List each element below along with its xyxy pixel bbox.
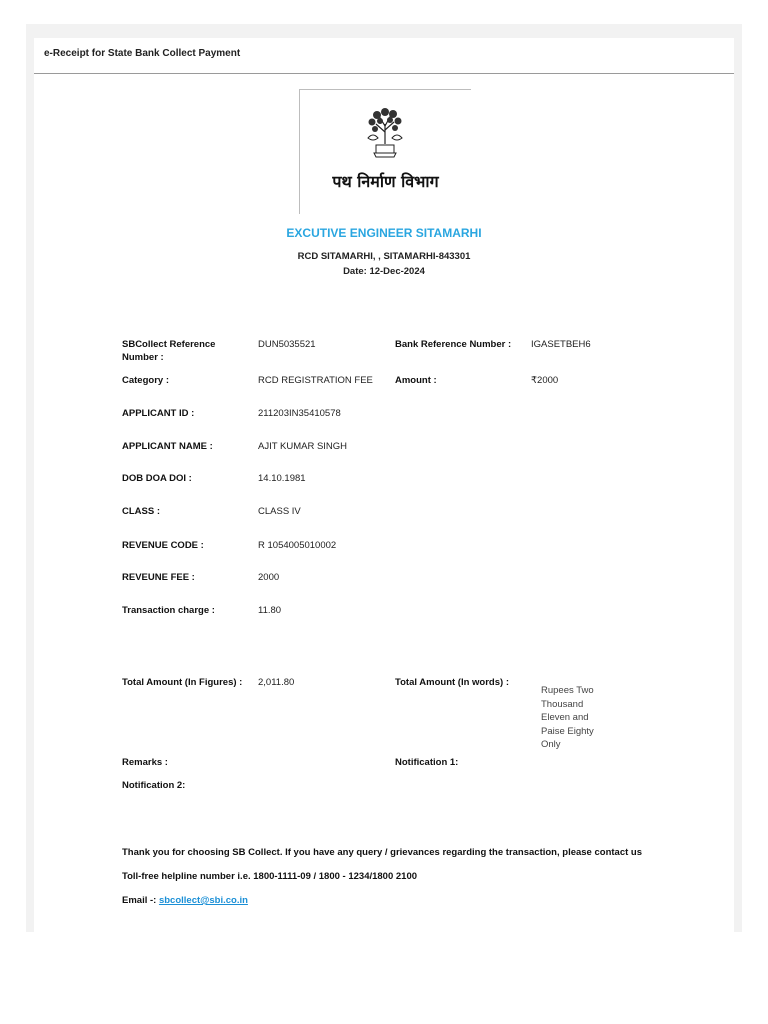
revenue-code-label: REVENUE CODE :: [122, 540, 204, 551]
total-words-label: Total Amount (In words) :: [395, 677, 509, 688]
office-name: EXCUTIVE ENGINEER SITAMARHI: [286, 226, 482, 240]
applicant-name-value: AJIT KUMAR SINGH: [258, 441, 348, 452]
applicant-name-label: APPLICANT NAME :: [122, 441, 213, 452]
page-background: [26, 24, 742, 932]
total-words-value: Rupees Two Thousand Eleven and Paise Eighty Only: [541, 685, 594, 750]
receipt-header: [34, 38, 734, 74]
total-figures-label: Total Amount (In Figures) :: [122, 677, 243, 688]
revenue-fee-value: 2000: [258, 572, 280, 583]
helpline-text: Toll-free helpline number i.e. 1800-1111-09 / 1800 - 1234/1800 2100: [122, 871, 418, 882]
revenue-fee-label: REVEUNE FEE :: [122, 572, 195, 583]
notification-2-label: Notification 2:: [122, 780, 186, 791]
total-figures-value: 2,011.80: [258, 677, 295, 688]
email-link[interactable]: sbcollect@sbi.co.in: [158, 895, 248, 906]
class-value: CLASS IV: [258, 506, 301, 517]
applicant-id-value: 211203IN35410578: [258, 408, 341, 419]
dob-label: DOB DOA DOI :: [122, 473, 192, 484]
category-label: Category :: [122, 375, 169, 386]
class-label: CLASS :: [122, 506, 160, 517]
bank-ref-value: IGASETBEH6: [531, 339, 591, 350]
department-name-hindi: पथ निर्माण विभाग: [332, 172, 439, 191]
remarks-label: Remarks :: [122, 757, 168, 768]
email-label: Email -:: [122, 895, 157, 906]
office-address: RCD SITAMARHI, , SITAMARHI-843301: [297, 251, 471, 262]
thank-you-text: Thank you for choosing SB Collect. If you have any query / grievances regarding the transaction, please contact us: [122, 847, 642, 858]
bank-ref-label: Bank Reference Number :: [395, 339, 512, 350]
amount-value: ₹2000: [531, 375, 559, 386]
notification-1-label: Notification 1:: [395, 757, 459, 768]
bihar-emblem-icon: [365, 104, 405, 160]
applicant-id-label: APPLICANT ID :: [122, 408, 195, 419]
sbcollect-ref-value: DUN5035521: [258, 339, 316, 350]
dob-value: 14.10.1981: [258, 473, 306, 484]
receipt-date: Date: 12-Dec-2024: [343, 266, 425, 277]
amount-label: Amount :: [395, 375, 437, 386]
receipt-title: e-Receipt for State Bank Collect Payment: [44, 48, 241, 59]
revenue-code-value: R 1054005010002: [258, 540, 337, 551]
sbcollect-ref-label: SBCollect Reference Number :: [122, 339, 216, 363]
email-line: [122, 895, 248, 906]
transaction-charge-label: Transaction charge :: [122, 605, 215, 616]
category-value: RCD REGISTRATION FEE: [258, 375, 373, 386]
department-logo: [299, 89, 471, 214]
transaction-charge-value: 11.80: [258, 605, 282, 616]
receipt-card: [34, 38, 734, 932]
